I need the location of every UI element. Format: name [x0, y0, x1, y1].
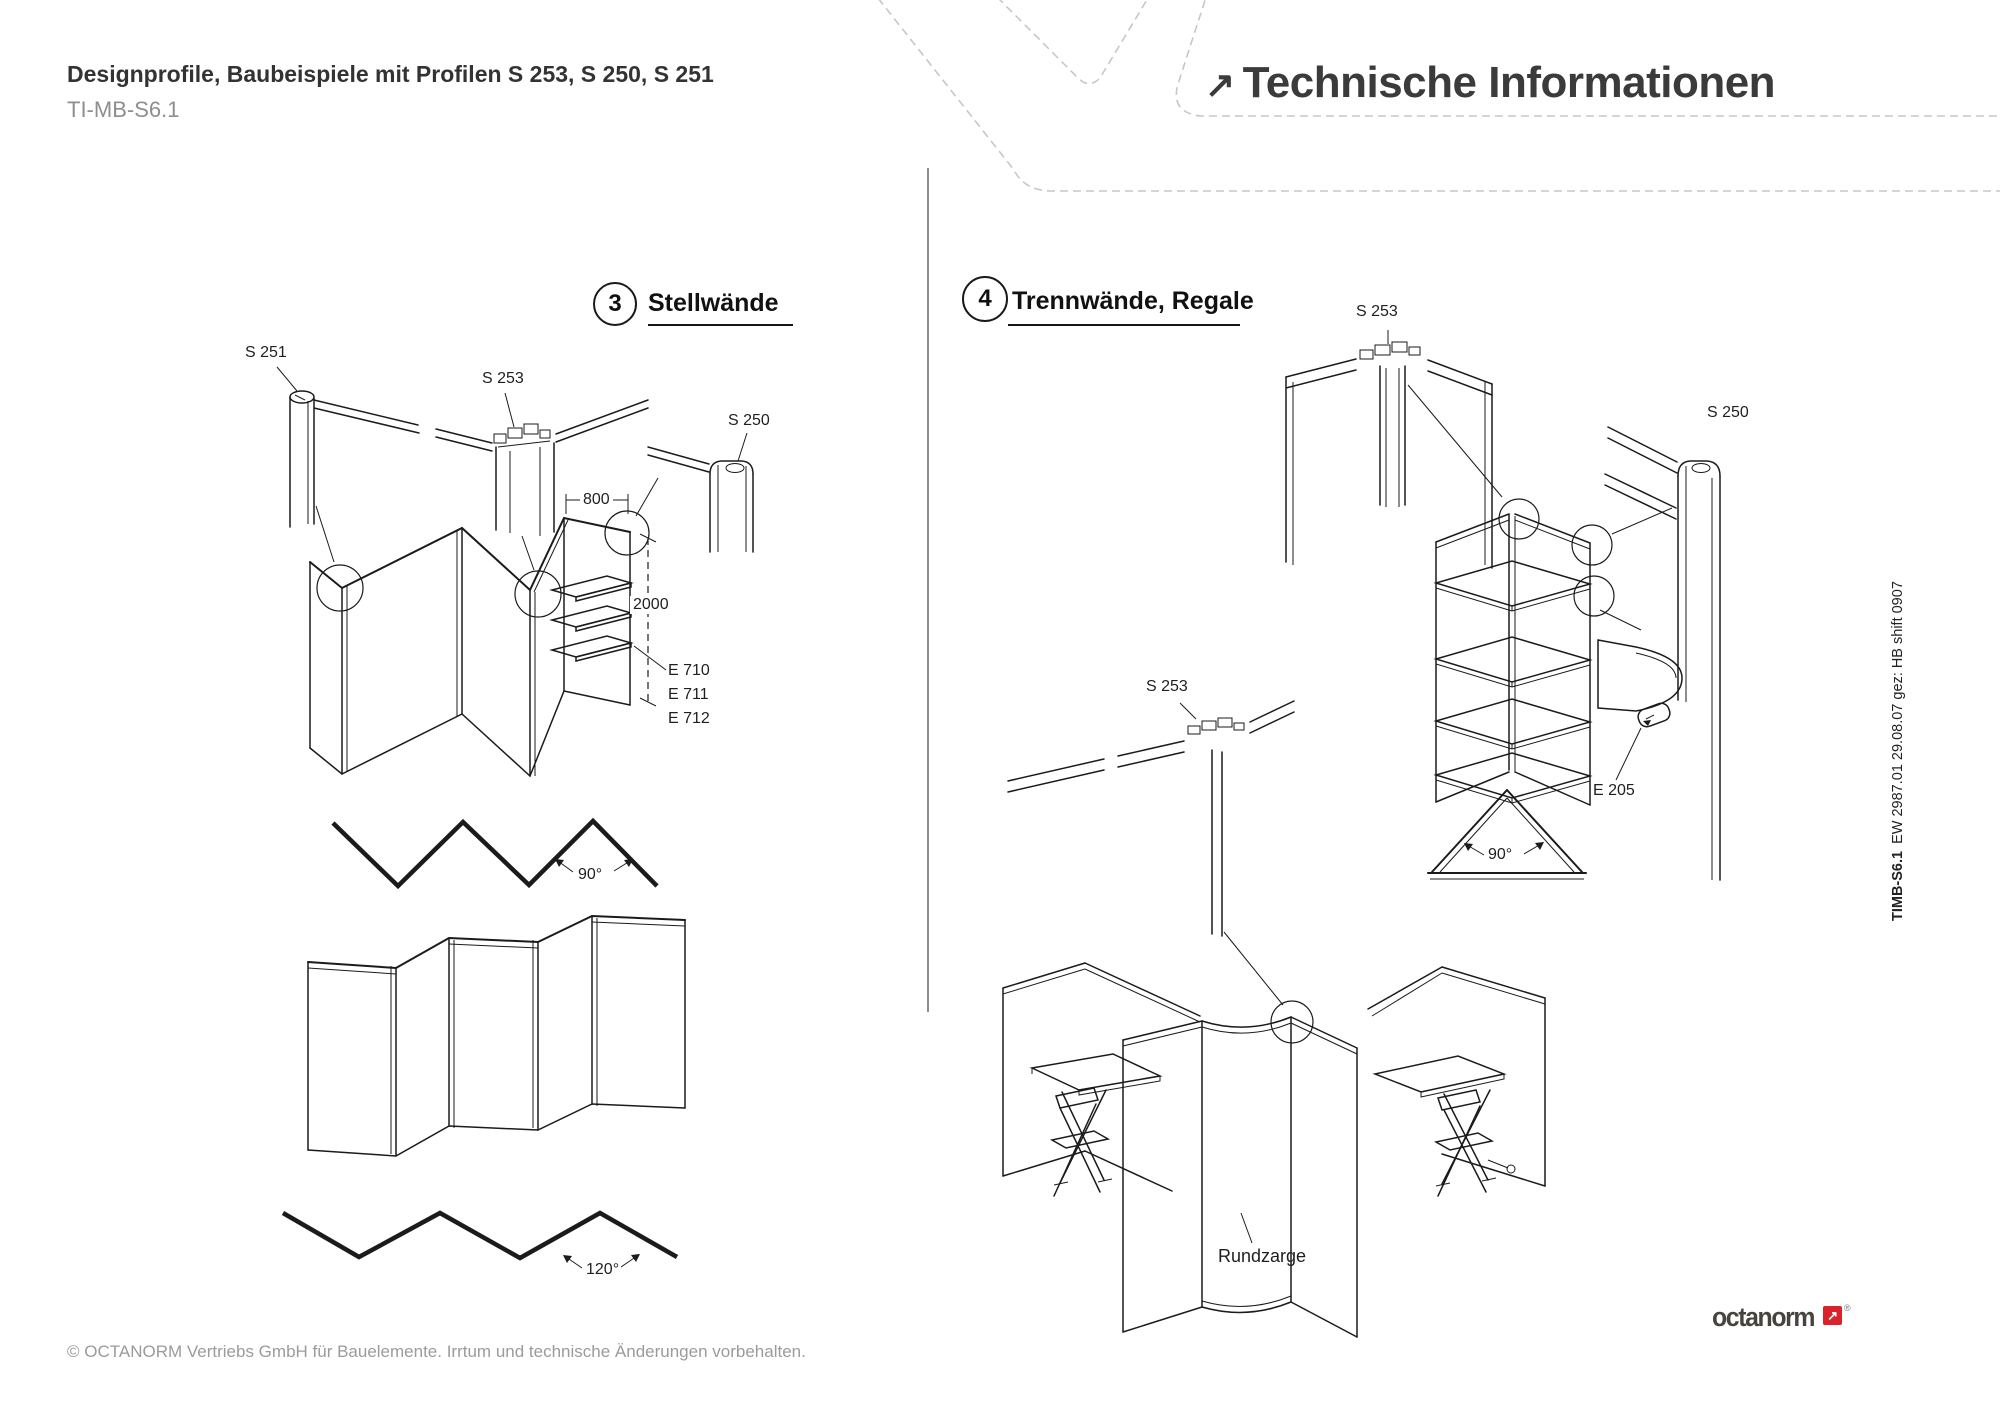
- s250-profile-drawing: [636, 433, 753, 552]
- section-4-underline: [1008, 324, 1240, 326]
- angle-90-corner-label: 90°: [1488, 846, 1513, 863]
- angle-90-label: 90°: [578, 866, 603, 883]
- label-e205: E 205: [1593, 782, 1635, 799]
- registered-trademark-icon: ®: [1844, 1303, 1851, 1313]
- label-rundzarge: Rundzarge: [1218, 1246, 1307, 1266]
- octanorm-logo: [1712, 1302, 1851, 1333]
- document-revision-sidebar: [1890, 581, 1914, 921]
- workstations-rundzarge-drawing: [1003, 963, 1545, 1337]
- label-e712: E 712: [668, 710, 710, 727]
- sidebar-doc-code: TIMB-S6.1: [1890, 850, 1906, 921]
- page-title: Designprofile, Baubeispiele mit Profilen S 253, S 250, S 251: [67, 61, 714, 87]
- sidebar-revision-info: EW 2987.01 29.08.07 gez: HB shift 0907: [1890, 581, 1906, 844]
- folding-wall-with-shelves-drawing: [310, 494, 666, 776]
- zigzag-plan-90-drawing: [333, 821, 657, 886]
- arrow-up-right-icon: ↗: [1205, 64, 1235, 105]
- section-4-number-badge: [962, 276, 1008, 322]
- page-heading-text: Technische Informationen: [1242, 58, 1776, 107]
- section-3-title: Stellwände: [648, 289, 779, 317]
- label-e710: E 710: [668, 662, 710, 679]
- angle-120-label: 120°: [586, 1261, 620, 1278]
- s253-wall-junction-drawing: [1008, 701, 1294, 1005]
- label-s250: S 250: [728, 412, 770, 429]
- label-s253-junction: S 253: [1146, 678, 1188, 695]
- s253-corner-walls-drawing: [1286, 330, 1502, 568]
- octanorm-logo-text: octanorm: [1712, 1302, 1815, 1332]
- section-3-number-badge: [593, 282, 637, 326]
- s253-corner-profile-drawing: [494, 393, 648, 570]
- section-3-underline: [648, 324, 793, 326]
- zigzag-plan-120-drawing: [283, 1213, 677, 1268]
- octanorm-arrow-icon: ↗: [1823, 1306, 1842, 1325]
- page-heading: [1205, 58, 1775, 108]
- section-3-number: 3: [608, 290, 622, 317]
- section-4-title: Trennwände, Regale: [1012, 287, 1254, 315]
- document-id: TI-MB-S6.1: [67, 97, 180, 122]
- label-s251: S 251: [245, 344, 287, 361]
- s251-profile-drawing: [277, 367, 492, 562]
- corner-plan-90-drawing: [1428, 790, 1586, 879]
- corner-shelf-unit-drawing: [1436, 427, 1720, 880]
- label-e711: E 711: [668, 686, 709, 703]
- label-s250-right: S 250: [1707, 404, 1749, 421]
- copyright-notice: © OCTANORM Vertriebs GmbH für Bauelemente. Irrtum und technische Änderungen vorbehalten.: [67, 1342, 806, 1361]
- label-s253: S 253: [482, 370, 524, 387]
- folding-wall-perspective-drawing: [308, 916, 685, 1156]
- label-s253-corner: S 253: [1356, 303, 1398, 320]
- dimension-2000: 2000: [630, 596, 672, 614]
- section-4-number: 4: [978, 285, 992, 312]
- dimension-800: 800: [580, 491, 613, 509]
